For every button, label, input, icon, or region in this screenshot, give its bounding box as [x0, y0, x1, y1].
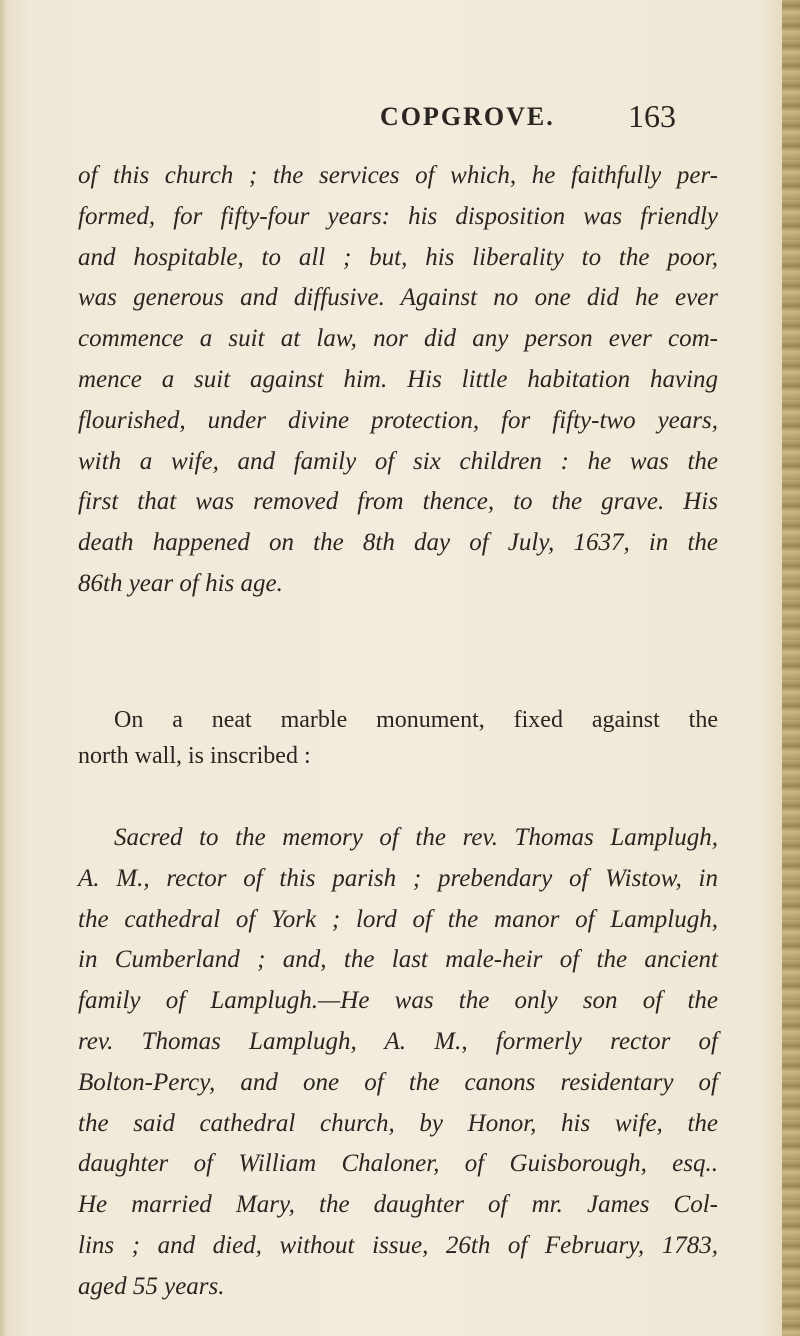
text-line: and hospitable, to all ; but, his liberality to the poor,	[78, 243, 718, 271]
text-line: lins ; and died, without issue, 26th of February, 1783,	[78, 1231, 718, 1259]
text-line: aged 55 years.	[78, 1272, 225, 1300]
paragraph-church-history	[78, 156, 718, 605]
text-line: Sacred to the memory of the rev. Thomas Lamplugh,	[114, 824, 718, 851]
text-line: formed, for fifty-four years: his disposition was friendly	[78, 202, 718, 230]
page-binding-edge	[782, 0, 800, 1336]
text-line: commence a suit at law, nor did any person ever com-	[78, 325, 718, 353]
text-line: of this church ; the services of which, he faithfully per-	[78, 162, 718, 189]
running-head-title: COPGROVE.	[380, 102, 555, 131]
text-line: family of Lamplugh.—He was the only son of the	[78, 987, 718, 1015]
text-line: mence a suit against him. His little habitation having	[78, 365, 718, 393]
paragraph-inscription	[78, 818, 718, 1308]
text-line: A. M., rector of this parish ; prebendary of Wistow, in	[78, 864, 718, 892]
text-line: with a wife, and family of six children : he was the	[78, 447, 718, 475]
text-line: daughter of William Chaloner, of Guisborough, esq..	[78, 1150, 718, 1178]
text-line: rev. Thomas Lamplugh, A. M., formerly rector of	[78, 1027, 718, 1055]
text-line: first that was removed from thence, to the grave. His	[78, 488, 718, 516]
text-line: 86th year of his age.	[78, 569, 283, 597]
running-head	[60, 100, 700, 140]
text-line: flourished, under divine protection, for fifty-two years,	[78, 406, 718, 434]
text-line: Bolton-Percy, and one of the canons residentary of	[78, 1068, 718, 1096]
text-line: was generous and diffusive. Against no one did he ever	[78, 284, 718, 312]
page-left-edge	[0, 0, 6, 1336]
text-line: On a neat marble monument, fixed against the	[114, 707, 718, 733]
text-line: the said cathedral church, by Honor, his wife, the	[78, 1109, 718, 1137]
text-line: in Cumberland ; and, the last male-heir of the ancient	[78, 946, 718, 974]
paragraph-monument-intro	[78, 702, 718, 774]
text-line: He married Mary, the daughter of mr. James Col-	[78, 1191, 718, 1219]
text-line: death happened on the 8th day of July, 1637, in the	[78, 529, 718, 557]
text-line: the cathedral of York ; lord of the manor of Lamplugh,	[78, 905, 718, 933]
text-line: north wall, is inscribed :	[78, 743, 311, 769]
page-number: 163	[628, 98, 676, 134]
